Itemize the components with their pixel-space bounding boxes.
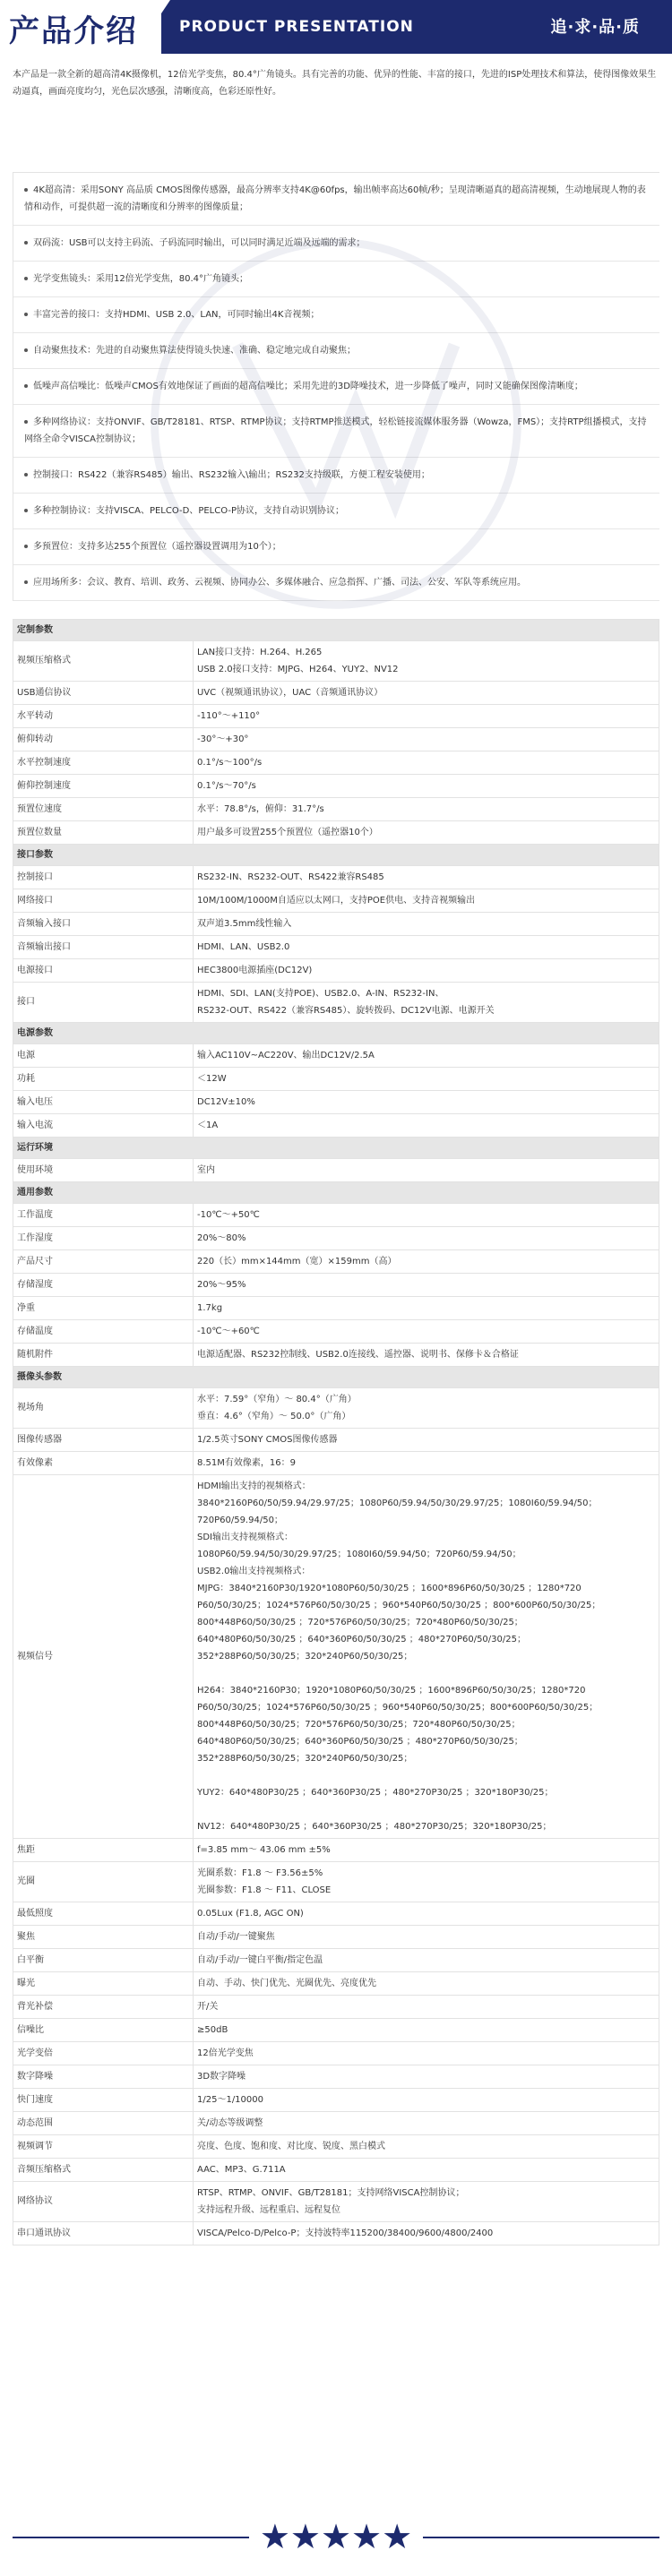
section-title: 运行环境 xyxy=(13,1138,659,1159)
spec-value-line: 352*288P60/50/30/25；320*240P60/50/30/25； xyxy=(197,1754,413,1764)
spec-value-line: 室内 xyxy=(197,1165,215,1175)
spec-value-line: 自动/手动/一键聚焦 xyxy=(197,1932,275,1942)
feature-list xyxy=(13,172,659,601)
spec-value xyxy=(194,1475,659,1839)
spec-value-line: -110°～+110° xyxy=(197,711,261,721)
spec-value xyxy=(194,1044,659,1068)
spec-key: 俯仰控制速度 xyxy=(13,775,194,798)
feature-item xyxy=(13,262,659,297)
spec-value-line: 垂直：4.6°（窄角）～ 50.0°（广角） xyxy=(197,1412,351,1421)
spec-key: 焦距 xyxy=(13,1839,194,1862)
spec-row xyxy=(13,1297,659,1320)
spec-row xyxy=(13,1949,659,1972)
spec-value xyxy=(194,728,659,751)
spec-value-line: 800*448P60/50/30/25；720*576P60/50/30/25；720*480P60/50/30/25； xyxy=(197,1720,521,1730)
spec-row xyxy=(13,2222,659,2245)
feature-text: 丰富完善的接口：支持HDMI、USB 2.0、LAN，可同时输出4K音视频； xyxy=(33,310,320,320)
section-title: 定制参数 xyxy=(13,620,659,641)
spec-key: 曝光 xyxy=(13,1972,194,1996)
spec-row xyxy=(13,641,659,682)
spec-key: 最低照度 xyxy=(13,1902,194,1926)
spec-row xyxy=(13,959,659,983)
star-rating-icon: ★★★★★ xyxy=(259,2517,413,2556)
spec-value-line: HDMI、SDI、LAN(支持POE)、USB2.0、A-IN、RS232-IN、 xyxy=(197,989,444,999)
bullet-icon xyxy=(24,241,28,245)
spec-value-line: HEC3800电源插座(DC12V) xyxy=(197,966,313,975)
spec-key: 工作湿度 xyxy=(13,1227,194,1250)
spec-key: 音频输入接口 xyxy=(13,913,194,936)
spec-key: 存储湿度 xyxy=(13,1274,194,1297)
spec-value-line: MJPG：3840*2160P30/1920*1080P60/50/30/25 ；1600*896P60/50/30/25 ；1280*720 xyxy=(197,1584,582,1593)
feature-item xyxy=(13,529,659,565)
spec-row xyxy=(13,889,659,913)
spec-value xyxy=(194,1204,659,1227)
spec-value xyxy=(194,682,659,705)
feature-text: 光学变焦镜头：采用12倍光学变焦，80.4°广角镜头； xyxy=(33,274,248,284)
header-slant-divider xyxy=(134,0,170,54)
spec-value xyxy=(194,1388,659,1429)
spec-key: 预置位数量 xyxy=(13,821,194,845)
spec-key: 快门速度 xyxy=(13,2089,194,2112)
spec-value xyxy=(194,1839,659,1862)
spec-value xyxy=(194,2222,659,2245)
spec-row xyxy=(13,2042,659,2065)
spec-key: 水平控制速度 xyxy=(13,751,194,775)
spec-value-line: 720P60/59.94/50； xyxy=(197,1516,283,1525)
spec-key: 视频信号 xyxy=(13,1475,194,1839)
spec-row xyxy=(13,2089,659,2112)
section-title: 通用参数 xyxy=(13,1182,659,1204)
spec-row xyxy=(13,1091,659,1114)
spec-value-line: 1.7kg xyxy=(197,1303,223,1313)
intro-paragraph: 本产品是一款全新的超高清4K摄像机，12倍光学变焦，80.4°广角镜头。具有完善的功能、优异的性能、丰富的接口，先进的ISP处理技术和算法，使得图像效果生动逼真，画面亮度均匀，光色层次感强，清晰度高，色彩还原性好。 xyxy=(13,70,657,97)
spec-key: 白平衡 xyxy=(13,1949,194,1972)
spec-key: 电源接口 xyxy=(13,959,194,983)
spec-value-line: LAN接口支持：H.264、H.265 xyxy=(197,648,323,657)
spec-row xyxy=(13,2019,659,2042)
spec-value xyxy=(194,1227,659,1250)
spec-value xyxy=(194,1297,659,1320)
footer-stars xyxy=(0,2517,672,2556)
spec-value-line: RS232-OUT、RS422（兼容RS485）、旋转拨码、DC12V电源、电源开关 xyxy=(197,1006,495,1016)
spec-value xyxy=(194,821,659,845)
spec-row xyxy=(13,1114,659,1138)
spec-value xyxy=(194,1274,659,1297)
spec-row xyxy=(13,1972,659,1996)
spec-row xyxy=(13,1475,659,1839)
spec-value-line: 8.51M有效像素，16：9 xyxy=(197,1458,296,1468)
spec-section-header xyxy=(13,1138,659,1159)
spec-row xyxy=(13,1274,659,1297)
spec-row xyxy=(13,1159,659,1182)
bullet-icon xyxy=(24,580,28,584)
spec-value xyxy=(194,2042,659,2065)
spec-key: USB通信协议 xyxy=(13,682,194,705)
spec-row xyxy=(13,936,659,959)
spec-value-line xyxy=(197,1767,655,1784)
feature-item xyxy=(13,173,659,226)
spec-value xyxy=(194,1250,659,1274)
spec-value-line: 光圈系数：F1.8 ～ F3.56±5% xyxy=(197,1868,323,1878)
spec-row xyxy=(13,751,659,775)
spec-value xyxy=(194,1949,659,1972)
bullet-icon xyxy=(24,348,28,352)
spec-value xyxy=(194,1114,659,1138)
spec-value-line: ≥50dB xyxy=(197,2025,228,2035)
spec-value-line: 10M/100M/1000M自适应以太网口，支持POE供电、支持音视频输出 xyxy=(197,896,476,906)
spec-value-line: 开/关 xyxy=(197,2002,219,2012)
spec-key: 音频输出接口 xyxy=(13,936,194,959)
header-slogan: 追·求·品·质 xyxy=(550,18,640,37)
spec-value xyxy=(194,2019,659,2042)
spec-value xyxy=(194,866,659,889)
spec-row xyxy=(13,2112,659,2135)
spec-key: 工作温度 xyxy=(13,1204,194,1227)
spec-value-line: RTSP、RTMP、ONVIF、GB/T28181；支持网络VISCA控制协议； xyxy=(197,2188,465,2198)
spec-value xyxy=(194,751,659,775)
spec-value xyxy=(194,2159,659,2182)
spec-row xyxy=(13,821,659,845)
feature-item xyxy=(13,458,659,494)
spec-value xyxy=(194,705,659,728)
spec-value-line: 用户最多可设置255个预置位（遥控器10个） xyxy=(197,828,378,837)
spec-key: 水平转动 xyxy=(13,705,194,728)
section-title: 电源参数 xyxy=(13,1023,659,1044)
spec-value xyxy=(194,1159,659,1182)
spec-key: 预置位速度 xyxy=(13,798,194,821)
spec-key: 聚焦 xyxy=(13,1926,194,1949)
spec-row xyxy=(13,1344,659,1367)
feature-text: 多种控制协议：支持VISCA、PELCO-D、PELCO-P协议，支持自动识别协议； xyxy=(33,506,345,516)
spec-value-line: 1/2.5英寸SONY CMOS图像传感器 xyxy=(197,1435,338,1445)
spec-value-line: USB 2.0接口支持：MJPG、H264、YUY2、NV12 xyxy=(197,665,399,674)
spec-key: 数字降噪 xyxy=(13,2065,194,2089)
spec-row xyxy=(13,775,659,798)
feature-text: 4K超高清：采用SONY 高品质 CMOS图像传感器，最高分辨率支持4K@60fps，输出帧率高达60帧/秒；呈现清晰逼真的超高清视频，生动地展现人物的表情和动作，可提供超一流的清晰度和分辨率的图像质量； xyxy=(24,185,646,212)
spec-key: 输入电压 xyxy=(13,1091,194,1114)
spec-value xyxy=(194,1996,659,2019)
spec-value-line: 0.1°/s～100°/s xyxy=(197,758,263,768)
spec-row xyxy=(13,2159,659,2182)
feature-text: 自动聚焦技术：先进的自动聚焦算法使得镜头快速、准确、稳定地完成自动聚焦； xyxy=(33,346,356,356)
spec-value-line: 水平：7.59°（窄角）～ 80.4°（广角） xyxy=(197,1395,357,1404)
spec-value-line: NV12：640*480P30/25 ；640*360P30/25 ；480*270P30/25；320*180P30/25； xyxy=(197,1822,552,1832)
spec-value-line: -30°～+30° xyxy=(197,734,249,744)
spec-row xyxy=(13,705,659,728)
spec-row xyxy=(13,866,659,889)
bullet-icon xyxy=(24,277,28,280)
spec-row xyxy=(13,2135,659,2159)
spec-row xyxy=(13,1320,659,1344)
spec-value xyxy=(194,775,659,798)
spec-key: 电源 xyxy=(13,1044,194,1068)
spec-value-line: VISCA/Pelco-D/Pelco-P；支持波特率115200/38400/9600/4800/2400 xyxy=(197,2228,494,2238)
feature-item xyxy=(13,405,659,458)
spec-value-line: 3840*2160P60/50/59.94/29.97/25；1080P60/59.94/50/30/29.97/25；1080I60/59.94/50； xyxy=(197,1498,598,1508)
spec-key: 网络接口 xyxy=(13,889,194,913)
spec-row xyxy=(13,798,659,821)
spec-value-line: 20%～95% xyxy=(197,1280,246,1290)
spec-row xyxy=(13,2065,659,2089)
spec-value xyxy=(194,2135,659,2159)
spec-value-line xyxy=(197,1665,655,1682)
feature-item xyxy=(13,297,659,333)
spec-value-line: 12倍光学变焦 xyxy=(197,2048,254,2058)
feature-text: 双码流：USB可以支持主码流、子码流同时输出，可以同时满足近端及远端的需求； xyxy=(33,238,366,248)
spec-value-line xyxy=(197,1801,655,1818)
spec-key: 视场角 xyxy=(13,1388,194,1429)
spec-value-line: -10℃～+50℃ xyxy=(197,1210,260,1220)
spec-value xyxy=(194,983,659,1023)
spec-row xyxy=(13,1996,659,2019)
spec-value xyxy=(194,959,659,983)
spec-key: 有效像素 xyxy=(13,1452,194,1475)
feature-text: 应用场所多：会议、教育、培训、政务、云视频、协同办公、多媒体融合、应急指挥、广播、司法、公安、军队等系统应用。 xyxy=(33,578,526,588)
spec-value-line: 水平：78.8°/s，俯仰：31.7°/s xyxy=(197,804,324,814)
spec-value-line: RS232-IN、RS232-OUT、RS422兼容RS485 xyxy=(197,872,384,882)
spec-value-line: P60/50/30/25；1024*576P60/50/30/25 ；960*540P60/50/30/25 ；800*600P60/50/30/25； xyxy=(197,1601,601,1610)
spec-key: 动态范围 xyxy=(13,2112,194,2135)
spec-value-line: 自动/手动/一键白平衡/指定色温 xyxy=(197,1955,323,1965)
spec-key: 功耗 xyxy=(13,1068,194,1091)
spec-row xyxy=(13,913,659,936)
spec-value-line: 0.1°/s～70°/s xyxy=(197,781,256,791)
spec-value-line: AAC、MP3、G.711A xyxy=(197,2165,286,2175)
spec-section-header xyxy=(13,1367,659,1388)
spec-row xyxy=(13,1926,659,1949)
bullet-icon xyxy=(24,545,28,548)
spec-section-header xyxy=(13,845,659,866)
spec-value-line: 1/25～1/10000 xyxy=(197,2095,263,2105)
spec-key: 信噪比 xyxy=(13,2019,194,2042)
spec-value xyxy=(194,1091,659,1114)
section-title: 接口参数 xyxy=(13,845,659,866)
spec-key: 存储温度 xyxy=(13,1320,194,1344)
spec-value-line: H264：3840*2160P30；1920*1080P60/50/30/25 ；1600*896P60/50/30/25；1280*720 xyxy=(197,1686,586,1696)
spec-value-line: ＜12W xyxy=(197,1074,227,1084)
spec-row xyxy=(13,1068,659,1091)
feature-item xyxy=(13,369,659,405)
spec-key: 接口 xyxy=(13,983,194,1023)
spec-row xyxy=(13,1250,659,1274)
bullet-icon xyxy=(24,188,28,192)
bullet-icon xyxy=(24,384,28,388)
header-bar xyxy=(0,0,672,54)
spec-value xyxy=(194,1902,659,1926)
spec-value-line: ＜1A xyxy=(197,1121,219,1130)
spec-section-header xyxy=(13,620,659,641)
spec-row xyxy=(13,1044,659,1068)
spec-value xyxy=(194,641,659,682)
spec-value-line: USB2.0输出支持视频格式： xyxy=(197,1567,311,1576)
spec-value-line: 电源适配器、RS232控制线、USB2.0连接线、遥控器、说明书、保修卡＆合格证 xyxy=(197,1350,519,1360)
spec-value xyxy=(194,2089,659,2112)
spec-table xyxy=(13,619,659,2245)
spec-row xyxy=(13,1452,659,1475)
spec-value xyxy=(194,2182,659,2222)
spec-value-line: 支持远程升级、远程重启、远程复位 xyxy=(197,2205,340,2215)
spec-key: 网络协议 xyxy=(13,2182,194,2222)
spec-row xyxy=(13,1429,659,1452)
spec-key: 光圈 xyxy=(13,1862,194,1902)
spec-value xyxy=(194,798,659,821)
spec-value-line: DC12V±10% xyxy=(197,1097,255,1107)
spec-value-line: 220（长）mm×144mm（宽）×159mm（高） xyxy=(197,1257,397,1267)
spec-section-header xyxy=(13,1182,659,1204)
spec-value-line: HDMI、LAN、USB2.0 xyxy=(197,942,290,952)
feature-item xyxy=(13,565,659,601)
spec-key: 输入电流 xyxy=(13,1114,194,1138)
feature-text: 多种网络协议：支持ONVIF、GB/T28181、RTSP、RTMP协议；支持RTMP推送模式，轻松链接流媒体服务器（Wowza，FMS）；支持RTP组播模式，支持网络全命令VISCA控制协议； xyxy=(24,417,647,444)
spec-value-line: 光圈参数：F1.8 ～ F11、CLOSE xyxy=(197,1885,332,1895)
spec-value-line: 关/动态等级调整 xyxy=(197,2118,263,2128)
spec-row xyxy=(13,1902,659,1926)
spec-value-line: P60/50/30/25；1024*576P60/50/30/25 ；960*540P60/50/30/25；800*600P60/50/30/25； xyxy=(197,1703,599,1713)
spec-value-line: 640*480P60/50/30/25 ；640*360P60/50/30/25 ；480*270P60/50/30/25； xyxy=(197,1635,526,1644)
spec-section-header xyxy=(13,1023,659,1044)
spec-value-line: 双声道3.5mm线性输入 xyxy=(197,919,292,929)
spec-value xyxy=(194,913,659,936)
bullet-icon xyxy=(24,473,28,477)
spec-row xyxy=(13,983,659,1023)
spec-value-line: UVC（视频通讯协议），UAC（音频通讯协议） xyxy=(197,688,383,698)
spec-value xyxy=(194,1452,659,1475)
spec-value xyxy=(194,936,659,959)
feature-item xyxy=(13,226,659,262)
page-title: 产品介绍 xyxy=(9,13,138,49)
spec-value-line: 800*448P60/50/30/25 ；720*576P60/50/30/25；720*480P60/50/30/25； xyxy=(197,1618,523,1627)
spec-value-line: YUY2：640*480P30/25 ；640*360P30/25 ；480*270P30/25 ；320*180P30/25； xyxy=(197,1788,554,1798)
spec-value-line: 亮度、色度、饱和度、对比度、锐度、黑白模式 xyxy=(197,2142,385,2151)
spec-row xyxy=(13,1227,659,1250)
spec-key: 控制接口 xyxy=(13,866,194,889)
spec-key: 视频压缩格式 xyxy=(13,641,194,682)
spec-value xyxy=(194,2065,659,2089)
spec-value-line: 1080P60/59.94/50/30/29.97/25；1080I60/59.94/50；720P60/59.94/50； xyxy=(197,1550,521,1559)
spec-value-line: 20%～80% xyxy=(197,1233,246,1243)
spec-row xyxy=(13,1862,659,1902)
spec-key: 背光补偿 xyxy=(13,1996,194,2019)
spec-value xyxy=(194,1862,659,1902)
spec-value xyxy=(194,1068,659,1091)
spec-value-line: 输入AC110V~AC220V、输出DC12V/2.5A xyxy=(197,1051,375,1060)
feature-item xyxy=(13,494,659,529)
bullet-icon xyxy=(24,420,28,424)
spec-value xyxy=(194,1344,659,1367)
spec-value xyxy=(194,1972,659,1996)
spec-key: 俯仰转动 xyxy=(13,728,194,751)
spec-key: 净重 xyxy=(13,1297,194,1320)
spec-value-line: HDMI输出支持的视频格式： xyxy=(197,1481,311,1491)
spec-value-line: 640*480P60/50/30/25；640*360P60/50/30/25 ；480*270P60/50/30/25； xyxy=(197,1737,523,1747)
spec-key: 图像传感器 xyxy=(13,1429,194,1452)
spec-key: 随机附件 xyxy=(13,1344,194,1367)
spec-key: 使用环境 xyxy=(13,1159,194,1182)
spec-value-line: -10℃～+60℃ xyxy=(197,1327,260,1336)
spec-value-line: 352*288P60/50/30/25；320*240P60/50/30/25； xyxy=(197,1652,413,1662)
spec-value xyxy=(194,889,659,913)
spec-value xyxy=(194,2112,659,2135)
intro-section xyxy=(0,54,672,172)
feature-text: 低噪声高信噪比：低噪声CMOS有效地保证了画面的超高信噪比；采用先进的3D降噪技术，进一步降低了噪声，同时又能确保图像清晰度； xyxy=(33,382,583,391)
feature-item xyxy=(13,333,659,369)
page-title-en: PRODUCT PRESENTATION xyxy=(179,18,414,36)
feature-text: 多预置位：支持多达255个预置位（遥控器设置调用为10个）； xyxy=(33,542,281,552)
spec-key: 产品尺寸 xyxy=(13,1250,194,1274)
bullet-icon xyxy=(24,509,28,512)
spec-value-line: SDI输出支持视频格式： xyxy=(197,1533,293,1542)
spec-row xyxy=(13,682,659,705)
spec-key: 串口通讯协议 xyxy=(13,2222,194,2245)
feature-text: 控制接口：RS422（兼容RS485）输出、RS232输入\输出；RS232支持级联，方便工程安装使用； xyxy=(33,470,430,480)
spec-row xyxy=(13,1839,659,1862)
spec-key: 视频调节 xyxy=(13,2135,194,2159)
spec-key: 音频压缩格式 xyxy=(13,2159,194,2182)
spec-value-line: 0.05Lux (F1.8, AGC ON) xyxy=(197,1909,304,1919)
spec-value xyxy=(194,1320,659,1344)
spec-row xyxy=(13,728,659,751)
spec-row xyxy=(13,1388,659,1429)
section-title: 摄像头参数 xyxy=(13,1367,659,1388)
spec-key: 光学变倍 xyxy=(13,2042,194,2065)
spec-value-line: 3D数字降噪 xyxy=(197,2072,246,2082)
spec-row xyxy=(13,2182,659,2222)
spec-value-line: f=3.85 mm～ 43.06 mm ±5% xyxy=(197,1845,331,1855)
spec-value-line: 自动、手动、快门优先、光圈优先、亮度优先 xyxy=(197,1979,376,1988)
spec-value xyxy=(194,1429,659,1452)
spec-row xyxy=(13,1204,659,1227)
spec-value xyxy=(194,1926,659,1949)
bullet-icon xyxy=(24,313,28,316)
